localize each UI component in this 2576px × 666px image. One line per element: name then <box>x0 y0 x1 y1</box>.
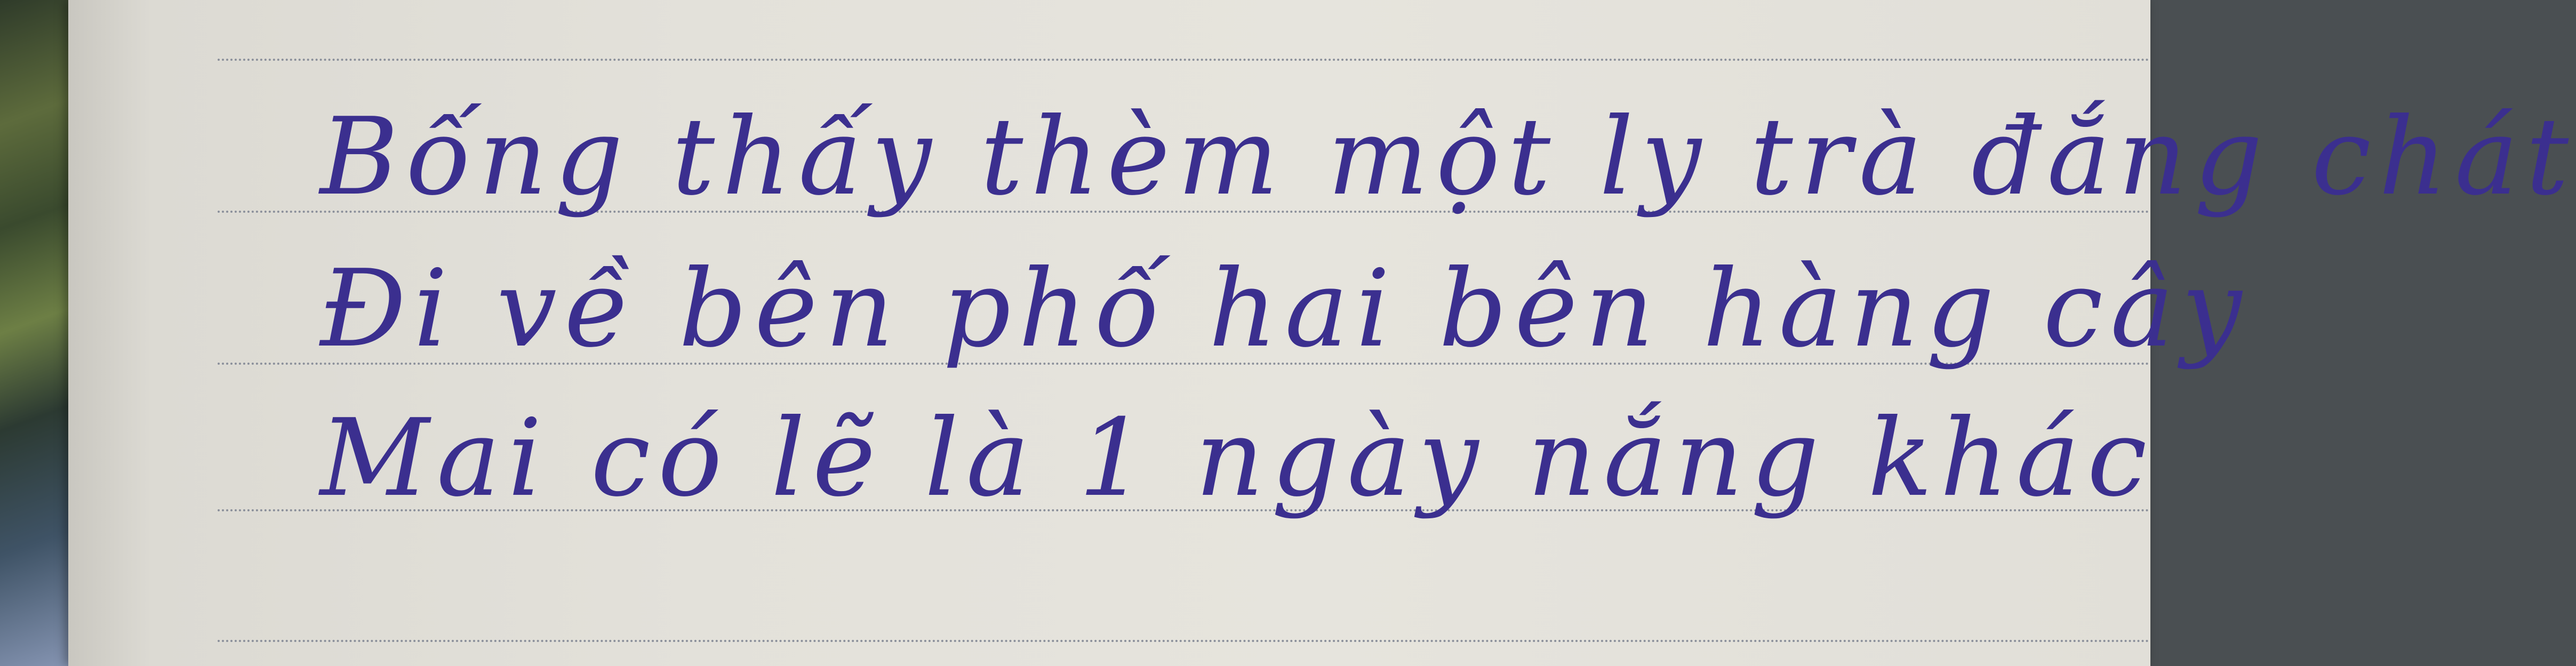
handwritten-line-3: Mai có lẽ là 1 ngày nắng khác <box>320 396 2155 520</box>
handwritten-line-1: Bống thấy thèm một ly trà đắng chát <box>320 95 2576 219</box>
ruled-line <box>218 59 2150 61</box>
ruled-line <box>218 640 2150 642</box>
handwritten-line-2: Đi về bên phố hai bên hàng cây <box>320 247 2250 371</box>
